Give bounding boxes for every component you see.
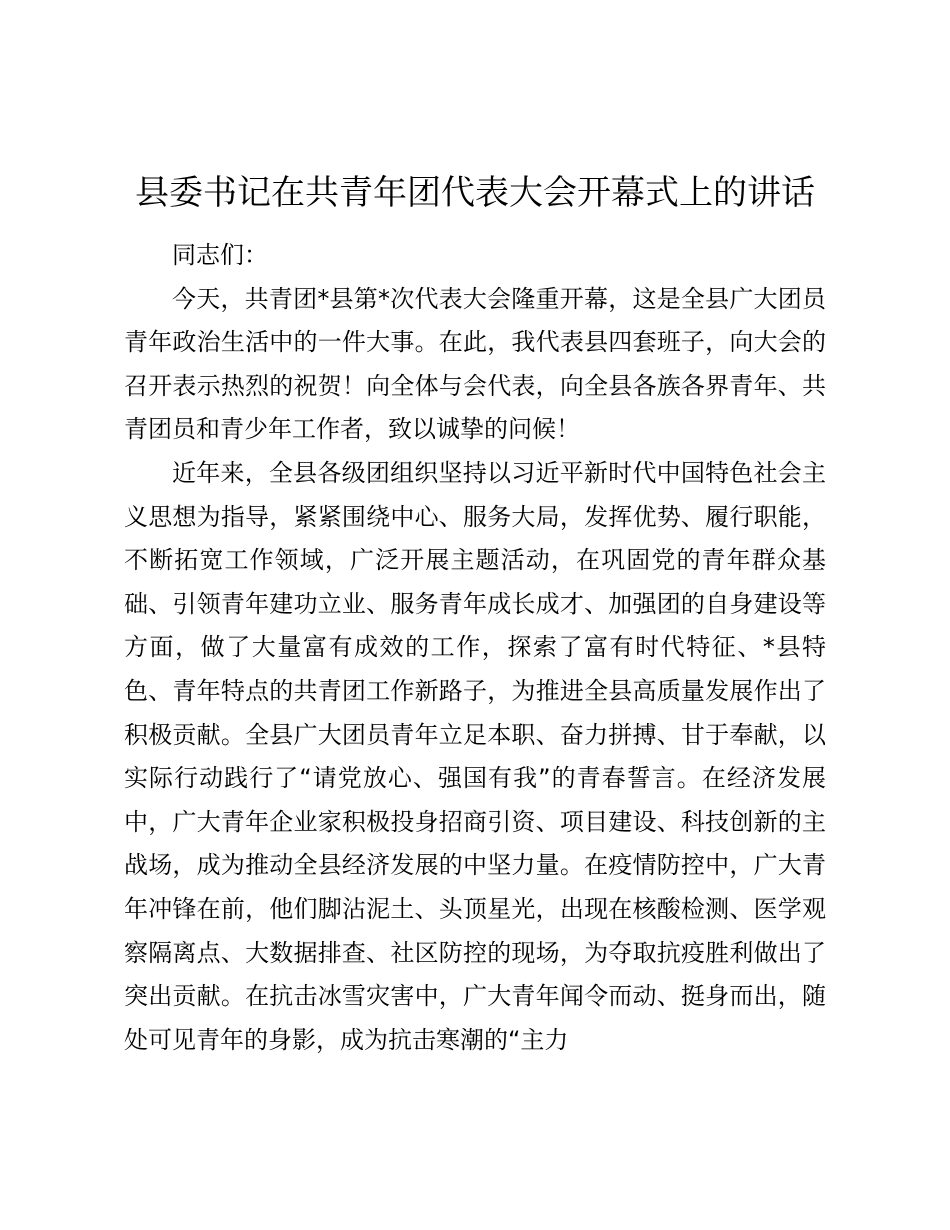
paragraph: 今天，共青团*县第*次代表大会隆重开幕，这是全县广大团员青年政治生活中的一件大事。在此，我代表县四套班子，向大会的召开表示热烈的祝贺！向全体与会代表，向全县各族各界青年、共青团员和青少年工作者，致以诚挚的问候！ (124, 284, 826, 444)
salutation: 同志们： (172, 241, 268, 269)
paragraph: 近年来，全县各级团组织坚持以习近平新时代中国特色社会主义思想为指导，紧紧围绕中心、服务大局，发挥优势、履行职能，不断拓宽工作领域，广泛开展主题活动，在巩固党的青年群众基础、引领青年建功立业、服务青年成长成才、加强团的自身建设等方面，做了大量富有成效的工作，探索了富有时代特征、*县特色、青年特点的共青团工作新路子，为推进全县高质量发展作出了积极贡献。全县广大团员青年立足本职、奋力拼搏、甘于奉献，以实际行动践行了“请党放心、强国有我”的青春誓言。在经济发展中，广大青年企业家积极投身招商引资、项目建设、科技创新的主战场，成为推动全县经济发展的中坚力量。在疫情防控中，广大青年冲锋在前，他们脚沾泥土、头顶星光，出现在核酸检测、医学观察隔离点、大数据排查、社区防控的现场，为夺取抗疫胜利做出了突出贡献。在抗击冰雪灾害中，广大青年闻令而动、挺身而出，随处可见青年的身影，成为抗击寒潮的“主力 (124, 458, 826, 1054)
document-body (124, 234, 826, 1062)
document-title: 县委书记在共青年团代表大会开幕式上的讲话 (135, 173, 815, 213)
